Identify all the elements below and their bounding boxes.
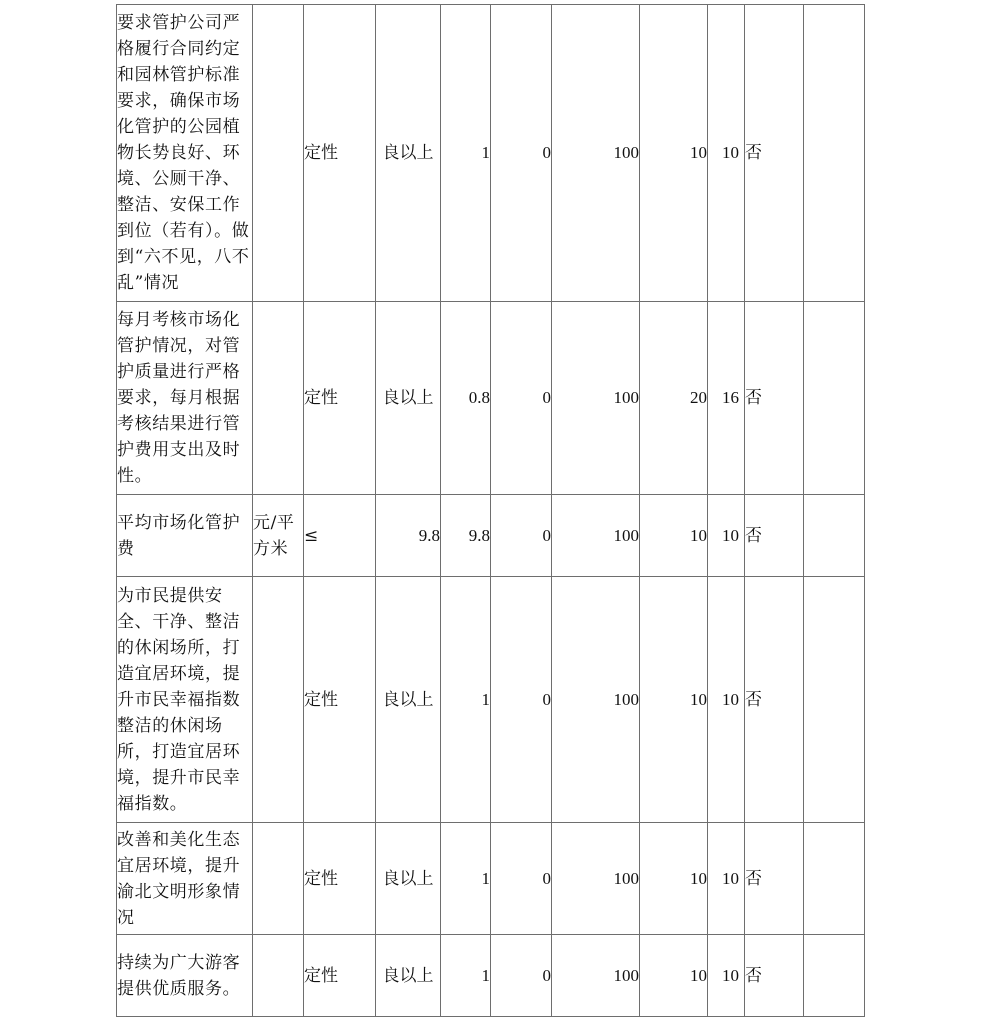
indicator-description: 改善和美化生态宜居环境，提升渝北文明形象情况 [117, 823, 253, 935]
target-value: 9.8 [376, 495, 441, 577]
score-value: 10 [708, 5, 745, 302]
weight-value: 20 [640, 302, 708, 495]
completion-rate: 100 [552, 495, 640, 577]
actual-value: 9.8 [441, 495, 491, 577]
indicator-unit [253, 302, 304, 495]
remark-cell [804, 577, 865, 823]
table-row [117, 577, 865, 823]
target-value: 良以上 [376, 302, 441, 495]
remark-cell [804, 5, 865, 302]
indicator-description: 持续为广大游客提供优质服务。 [117, 935, 253, 1017]
score-value: 16 [708, 302, 745, 495]
remark-cell [804, 302, 865, 495]
actual-value: 1 [441, 577, 491, 823]
indicator-nature: 定性 [304, 5, 376, 302]
remark-cell [804, 935, 865, 1017]
performance-table [116, 4, 865, 1017]
target-value: 良以上 [376, 577, 441, 823]
indicator-nature: 定性 [304, 935, 376, 1017]
weight-value: 10 [640, 935, 708, 1017]
table-row [117, 935, 865, 1017]
completion-rate: 100 [552, 302, 640, 495]
adjusted-flag: 否 [745, 495, 804, 577]
completion-rate: 100 [552, 577, 640, 823]
actual-value: 1 [441, 935, 491, 1017]
adjusted-flag: 否 [745, 823, 804, 935]
adjusted-flag: 否 [745, 577, 804, 823]
target-value: 良以上 [376, 823, 441, 935]
table-row [117, 823, 865, 935]
remark-cell [804, 495, 865, 577]
deviation-value: 0 [491, 935, 552, 1017]
completion-rate: 100 [552, 5, 640, 302]
table-row [117, 495, 865, 577]
score-value: 10 [708, 935, 745, 1017]
target-value: 良以上 [376, 5, 441, 302]
completion-rate: 100 [552, 823, 640, 935]
indicator-description: 平均市场化管护费 [117, 495, 253, 577]
indicator-unit [253, 577, 304, 823]
indicator-nature: ≤ [304, 495, 376, 577]
score-value: 10 [708, 495, 745, 577]
weight-value: 10 [640, 823, 708, 935]
indicator-description: 每月考核市场化管护情况，对管护质量进行严格要求，每月根据考核结果进行管护费用支出及时性。 [117, 302, 253, 495]
indicator-unit [253, 5, 304, 302]
table-row [117, 302, 865, 495]
indicator-nature: 定性 [304, 823, 376, 935]
deviation-value: 0 [491, 302, 552, 495]
indicator-nature: 定性 [304, 577, 376, 823]
actual-value: 1 [441, 5, 491, 302]
adjusted-flag: 否 [745, 935, 804, 1017]
remark-cell [804, 823, 865, 935]
deviation-value: 0 [491, 495, 552, 577]
actual-value: 0.8 [441, 302, 491, 495]
adjusted-flag: 否 [745, 5, 804, 302]
indicator-description: 为市民提供安全、干净、整洁的休闲场所，打造宜居环境，提升市民幸福指数整洁的休闲场所，打造宜居环境，提升市民幸福指数。 [117, 577, 253, 823]
indicator-unit: 元/平方米 [253, 495, 304, 577]
target-value: 良以上 [376, 935, 441, 1017]
indicator-unit [253, 823, 304, 935]
completion-rate: 100 [552, 935, 640, 1017]
indicator-unit [253, 935, 304, 1017]
deviation-value: 0 [491, 5, 552, 302]
adjusted-flag: 否 [745, 302, 804, 495]
indicator-description: 要求管护公司严格履行合同约定和园林管护标准要求，确保市场化管护的公园植物长势良好、环境、公厕干净、整洁、安保工作到位（若有）。做到“六不见，八不乱”情况 [117, 5, 253, 302]
score-value: 10 [708, 577, 745, 823]
deviation-value: 0 [491, 577, 552, 823]
deviation-value: 0 [491, 823, 552, 935]
weight-value: 10 [640, 495, 708, 577]
indicator-nature: 定性 [304, 302, 376, 495]
table-row [117, 5, 865, 302]
weight-value: 10 [640, 5, 708, 302]
actual-value: 1 [441, 823, 491, 935]
weight-value: 10 [640, 577, 708, 823]
score-value: 10 [708, 823, 745, 935]
